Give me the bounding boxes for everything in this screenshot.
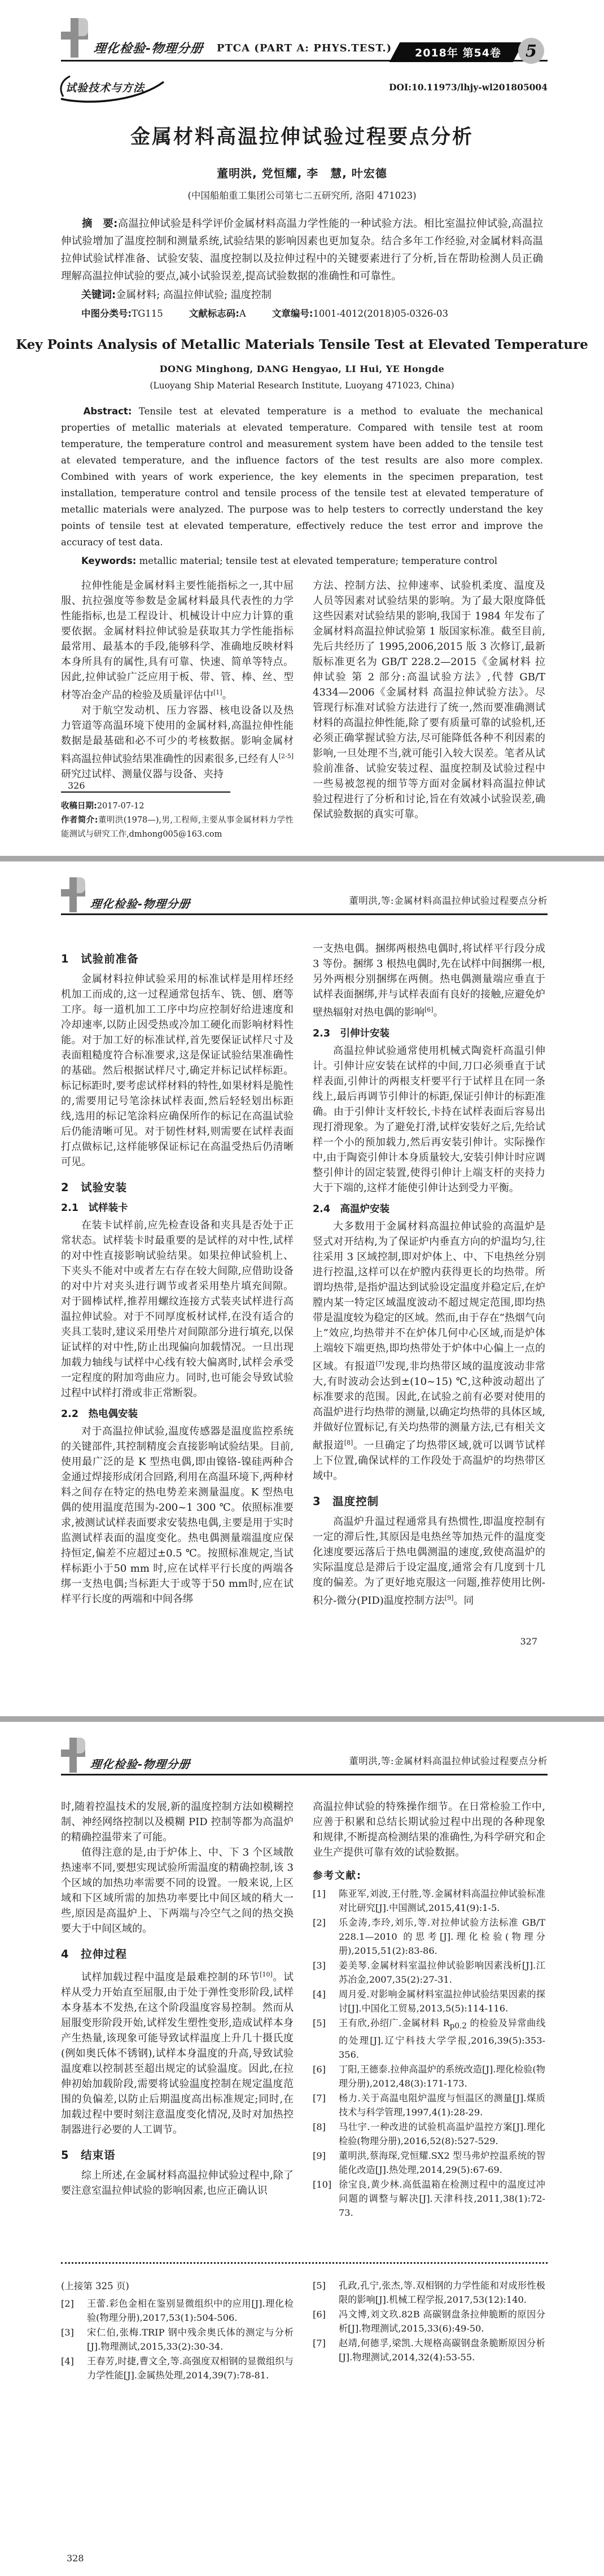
paragraph: 对于高温拉伸试验,温度传感器是温度监控系统的关键部件,其控制精度会直接影响试验结果。目前,使用最广泛的是 K 型热电偶,即由镍铬-镍硅两种合金通过焊接形成闭合回路,利用在高温环境下,两种材料之间存在特定的热电势差来测量温度。K 型热电偶的使用温度范围为-200~1 300 ℃。依照标准要求,被测试试样表面要求安装热电偶,主要是用于实时监测试样表面的温度变化。热电偶测量端温度应保持恒定,偏差不应超过±0.5 ℃。按照标准规定,当试样标距小于50 mm 时,应在试样平行长度的两端各绑一支热电偶;当标距大于或等于50 mm时,应在试样平行长度的两端和中间各绑 [61, 1425, 294, 1605]
doi-text: DOI:10.11973/lhjy-wl201805004 [389, 82, 548, 93]
doc-code-field: 文献标志码:A [189, 308, 246, 319]
references-heading: 参考文献: [313, 1870, 362, 1882]
reference-text: 丁阳,王德泰.拉伸高温炉的系统改造[J].理化检验(物理分册),2012,48(3):171-173. [339, 2064, 545, 2089]
footnote [61, 788, 294, 842]
reference-number: [4] [313, 1989, 326, 2000]
page2-right-text [313, 941, 545, 1608]
journal-name-en: PTCA (PART A: PHYS.TEST.) [216, 42, 392, 54]
article-title-en: Key Points Analysis of Metallic Materials Tensile Test at Elevated Temperature [16, 337, 588, 352]
page3-left-column [61, 1799, 294, 2255]
reference-number: [3] [61, 2327, 74, 2338]
reference-item [61, 2297, 294, 2325]
page3-right-column [313, 1799, 545, 2255]
page-3 [0, 1722, 604, 2576]
keywords-text-en: metallic material; tensile test at elevated temperature; temperature control [139, 556, 498, 566]
page2-right-column [313, 941, 545, 1608]
reference-item [313, 2062, 545, 2090]
paragraph: 试样加载过程中温度是最难控制的环节[10]。试样从受力开始直至屈服,由于处于弹性变形阶段,试样本身基本不发热,在这个阶段温度容易控制。然而从屈服变形阶段开始,试样发生塑性变形,造成试样本身产生热量,该现象可能导致试样温度上升几十摄氏度(例如奥氏体不锈钢),试样本身温度的升高,导致试验温度难以控制甚至超出规定的试验温度。因此,在拉伸初始加载阶段,需要将试验温度控制在规定温度范围的负偏差,以防止后期温度高出标准规定;同时,在加载过程中要时刻注意温度变化情况,及时对加热控制器进行必要的人工调节。 [61, 1971, 294, 2136]
subsection-heading: 2.1 试样装卡 [61, 1202, 128, 1214]
article-id-field: 文章编号:1001-4012(2018)05-0326-03 [272, 308, 448, 319]
reference-item [313, 2149, 545, 2177]
abstract-text-en: Tensile test at elevated temperature is a method to evaluate the mechanical properties of metallic materials at elevated temperature. Compared with tensile test at room temperature, the temperature control and measurement system have been added to the tensile test at elevated temperature, and the influence factors of the test results are also more complex. Combined with years of work experience, the key elements in the specimen preparation, test installation, temperature control and tensile process of the tensile test at elevated temperature of metallic materials were analyzed. The purpose was to help testers to correctly understand the key points of tensile test at elevated temperature, effectively reduce the test error and improve the accuracy of test data. [61, 406, 543, 548]
page-separator [0, 856, 604, 861]
paragraph: 方法、控制方法、拉伸速率、试验机柔度、温度及人员等因素对试验结果的影响。为了最大限度降低这些因素对试验结果的影响,我国于 1984 年发布了金属材料高温拉伸试验第 1 版国家标准。截至目前,先后共经历了 1995,2006,2015 版 3 次修订,最新版标准更名为 GB/T 228.2—2015《金属材料 拉伸试验 第 2 部分:高温试验方法》,代替 GB/T 4334—2006《金属材料 高温拉伸试验方法》。尽管现行标准对试验方法进行了统一,然而要准确测试材料的高温拉伸性能,除了要有质量可靠的试验机,还必须正确掌握试验方法,尽可能降低各种不利因素的影响,一旦处理不当,就可能引入较大误差。笔者从试验前准备、试验安装过程、温度控制及试验过程中一些易被忽视的细节等方面对金属材料高温拉伸试验过程进行了分析和讨论,旨在有效减小试验误差,确保试验数据的真实可靠。 [313, 580, 545, 820]
reference-number: [4] [61, 2356, 74, 2367]
reference-item [313, 2278, 545, 2307]
reference-item [313, 2336, 545, 2364]
page3-left-text [61, 1799, 294, 2198]
authors-cn: 董明洪, 党恒耀, 李 慧, 叶宏德 [217, 167, 387, 180]
reference-number: [2] [313, 1917, 326, 1928]
reference-item [313, 2177, 545, 2220]
reference-item [313, 1987, 545, 2015]
reference-text: 王春芳,时捷,曹文全,等.高强度双相钢的显微组织与力学性能[J].金属热处理,2014,39(7):78-81. [87, 2356, 294, 2381]
page2-left-text [61, 950, 294, 1607]
abstract-label-en: Abstract: [83, 406, 132, 417]
paragraph: 高温拉伸试验的特殊操作细节。在日常检验工作中,应善于积累和总结长期试验过程中出现的各种现象和规律,不断提高检测结果的准确性,为科学研究和企业生产提供可靠有效的试验数据。 [313, 1801, 545, 1858]
page1-right-text [313, 578, 545, 822]
running-header [61, 861, 548, 915]
page1-left-column [61, 578, 294, 856]
journal-logo [61, 877, 190, 912]
page-number: 326 [68, 780, 85, 791]
paragraph: 大多数用于金属材料高温拉伸试验的高温炉是竖式对开结构,为了保证炉内垂直方向的炉温均匀,往往采用 3 区域控制,即对炉体上、中、下电热丝分别进行控温,这样可以在炉膛内获得更长的均热带。所谓均热带,是指炉温达到试验设定温度并稳定后,在炉膛内某一特定区域温度波动不超过规定范围,即均热带是温度较为稳定的区域。然而,由于存在“热烟气向上”效应,均热带并不在炉体几何中心区域,而是炉体上端较下端更热,即均热带处于炉体中心偏上一点的区域。有报道[7]发现,非均热带区域的温度波动非常大,有时波动会达到±(10~15) ℃,这种波动超出了标准要求的范围。因此,在试验之前有必要对使用的高温炉进行均热带的测量,以确定均热带的具体区域,并做好位置标记,有关均热带的测量方法,已有相关文献报道[8]。一旦确定了均热带区域,就可以调节试样上下位置,确保试样的工作段处于高温炉的均热带区域中。 [313, 1221, 545, 1482]
reference-number: [1] [313, 1888, 326, 1899]
decorative-separator [61, 2262, 548, 2265]
abstract-en [61, 403, 543, 550]
article-title-cn: 金属材料高温拉伸试验过程要点分析 [130, 126, 474, 148]
reference-item [61, 2325, 294, 2354]
page2-columns [61, 941, 548, 1608]
page1-right-column [313, 578, 545, 856]
keywords-cn [81, 287, 543, 304]
subsection-heading: 2.2 热电偶安装 [61, 1409, 138, 1420]
reference-number: [2] [61, 2298, 74, 2309]
section-heading: 2 试验安装 [61, 1181, 128, 1194]
keywords-label-en: Keywords: [81, 556, 137, 566]
reference-text: 赵靖,何德孚,梁凯.大规格高碳钢盘条脆断原因分析[J].物理测试,2014,32(4):53-55. [339, 2338, 545, 2363]
section-heading: 1 试验前准备 [61, 952, 139, 965]
journal-name-cn: 理化检验-物理分册 [89, 1757, 191, 1771]
page-1 [0, 0, 604, 856]
reference-text: 孔政,孔宁,张杰,等.双相钢的力学性能和对成形性极限的影响[J].机械工程学报,2017,53(12):140. [339, 2280, 545, 2305]
paragraph: 高温拉伸试验通常使用机械式陶瓷杆高温引伸计。引伸计应安装在试样的中间,刀口必须垂直于试样表面,引伸计的两根支杆要平行于试样且在同一条线上,最后再调节引伸计的标距,保证引伸计的标距准确。由于引伸计支杆较长,卡持在试样表面后容易出现打滑现象。为了避免打滑,试样安装好之后,先给试样一个小的预加载力,然后再安装引伸计。实际操作中,由于陶瓷引伸计本身质量较大,安装引伸计时应调整引伸计的固定装置,使得引伸计上端支杆的夹持力大于下端的,这样才能使引伸计达到受力平衡。 [313, 1045, 545, 1194]
keywords-en [81, 553, 543, 569]
reference-number: [6] [313, 2064, 326, 2075]
issue-banner [395, 41, 537, 62]
reference-text: 宋仁伯,张梅.TRIP 钢中残余奥氏体的测定与分析[J].物理测试,2015,33(2):30-34. [87, 2327, 294, 2352]
reference-item [313, 2307, 545, 2336]
reference-number: [7] [313, 2338, 326, 2348]
reference-item [313, 2120, 545, 2148]
reference-item [313, 1915, 545, 1958]
page3-columns [61, 1799, 548, 2255]
page3-right-text [313, 1799, 545, 2220]
reference-number: [5] [313, 2018, 326, 2028]
reference-item [313, 2091, 545, 2119]
section-heading: 4 拉伸过程 [61, 1948, 128, 1961]
reference-number: [10] [313, 2179, 332, 2190]
column-doi-row [61, 75, 548, 108]
continued-references [61, 2278, 548, 2383]
reference-text: 徐宝良,黄少林.高低温箱在检测过程中的温度过冲问题的调整与解决[J].天津科技,2011,38(1):72-73. [339, 2179, 545, 2219]
reference-text: 马壮宇.一种改进的试验机高温炉温控方案[J].理化检验(物理分册),2016,52(8):527-529. [339, 2122, 545, 2147]
subsection-heading: 2.4 高温炉安装 [313, 1204, 390, 1215]
continued-left-column [61, 2278, 294, 2383]
reference-item [313, 2016, 545, 2062]
reference-item [313, 1887, 545, 1915]
journal-logo-icon [61, 1738, 86, 1773]
page1-left-text [61, 578, 294, 782]
continued-right-column [313, 2278, 545, 2383]
continued-left-text [61, 2278, 294, 2382]
classification-row [81, 305, 543, 322]
paragraph: 拉伸性能是金属材料主要性能指标之一,其中屈服、抗拉强度等参数是金属材料最具代表性的力学性能指标,也是工程设计、机械设计中应力计算的重要依据。金属材料拉伸试验是获取其力学性能指标最常用、最基本的手段,能够科学、准确地反映材料本身所具有的属性,具有可靠、快速、简单等特点。因此,拉伸试验广泛应用于板、带、管、棒、丝、型材等冶金产品的检验及质量评估中[1]。 [61, 580, 294, 701]
reference-item [61, 2354, 294, 2382]
continued-right-text [313, 2278, 545, 2364]
paragraph: 值得注意的是,由于炉体上、中、下 3 个区域散热速率不同,要想实现试验所需温度的精确控制,该 3 个区域的加热功率需要不同的设置。一般来说,上区域和下区域所需的加热功率要比中间区域的稍大一些,原因是高温炉上、下两端与冷空气之间的热交换要大于中间区域的。 [61, 1847, 294, 1935]
paragraph: 对于航空发动机、压力容器、核电设备以及热力管道等高温环境下使用的金属材料,高温拉伸性能数据是最基础和必不可少的考核数据。影响金属材料高温拉伸试验结果准确性的因素很多,已经有人[2-5]研究过试样、测量仪器与设备、夹持 [61, 705, 294, 780]
page-number: 327 [520, 1636, 537, 1647]
reference-text: 陈亚军,刘波,王付胜,等.金属材料高温拉伸试验标准对比研究[J].中国测试,2015,41(9):1-5. [339, 1888, 545, 1913]
received-date: 收稿日期:2017-07-12 [61, 802, 145, 811]
reference-number: [5] [313, 2280, 326, 2291]
column-badge [61, 76, 168, 106]
paragraph: 综上所述,在金属材料高温拉伸试验过程中,除了要注意室温拉伸试验的影响因素,也应正确认识 [61, 2170, 294, 2197]
reference-item [313, 1958, 545, 1987]
authors-en: DONG Minghong, DANG Hengyao, LI Hui, YE Hongde [159, 364, 445, 374]
issue-number-badge: 5 [518, 38, 544, 64]
clc-field: 中图分类号:TG115 [81, 308, 163, 319]
subsection-heading: 2.3 引伸计安装 [313, 1028, 390, 1039]
author-bio: 作者简介:董明洪(1978—),男,工程师,主要从事金属材料力学性能测试与研究工作,dmhong005@163.com [61, 816, 294, 839]
page-2 [0, 861, 604, 1716]
paragraph: 时,随着控温技术的发展,新的温度控制方法如模糊控制、神经网络控制以及模糊 PID 控制等都为高温炉的精确控温带来了可能。 [61, 1801, 294, 1843]
running-header [61, 1722, 548, 1775]
page1-columns [61, 578, 548, 856]
page-number: 328 [67, 2553, 84, 2564]
column-badge-label: 试验技术与方法 [65, 82, 145, 94]
paragraph: 高温炉升温过程通常具有热惯性,即温度控制有一定的滞后性,其原因是电热丝等加热元件的温度变化速度要远落后于热电偶测温的速度,致使高温炉的实际温度总是滞后于设定温度,通常会有几度到十几度的偏差。为了更好地克服这一问题,推荐使用比例-积分-微分(PID)温度控制方法[9]。同 [313, 1516, 545, 1607]
affiliation-en: (Luoyang Ship Material Research Institute, Luoyang 471023, China) [150, 381, 454, 391]
journal-name-cn: 理化检验-物理分册 [93, 42, 204, 56]
journal-name-cn: 理化检验-物理分册 [89, 897, 191, 911]
footnote-rule [61, 791, 230, 793]
reference-number: [6] [313, 2309, 326, 2320]
journal-logo-icon [61, 877, 86, 912]
keywords-label-cn: 关键词: [81, 289, 116, 301]
reference-text: 周月爱.对影响金属材料室温拉伸试验结果因素的探讨[J].中国化工贸易,2013,5(5):114-116. [339, 1989, 545, 2014]
reference-number: [8] [313, 2122, 326, 2133]
reference-text: 董明洪,蔡海琛,党恒耀.SX2 型马弗炉控温系统的智能化改造[J].热处理,2014,29(5):67-69. [339, 2150, 545, 2176]
continued-from-note: (上接第 325 页) [61, 2281, 129, 2291]
reference-text: 王有欣,孙绍广.金属材料 $R_{p0.2}$ 的检验及异常曲线的处理[J].辽宁科技大学学报,2016,39(5):353-356. [339, 2018, 545, 2061]
journal-logo [61, 1738, 190, 1773]
abstract-cn [61, 215, 543, 285]
abstract-label-cn: 摘 要: [82, 218, 118, 230]
issue-year-volume: 2018年 第54卷 [415, 47, 501, 59]
keywords-text-cn: 金属材料; 高温拉伸试验; 温度控制 [116, 289, 272, 301]
reference-text: 冯文博,刘文玖.82B 高碳钢盘条拉伸脆断的原因分析[J].物理测试,2015,33(6):49-50. [339, 2309, 545, 2334]
running-head-title: 董明洪,等:金属材料高温拉伸试验过程要点分析 [349, 895, 548, 906]
section-heading: 3 温度控制 [313, 1495, 379, 1508]
paragraph: 在装卡试样前,应先检查设备和夹具是否处于正常状态。试样装卡时最重要的是试样的对中性,试样的对中性直接影响试验结果。如果拉伸试验机上、下夹头不能对中或者左右存在较大间隙,应借助设备的对中片对夹头进行调节或者采用垫片填充间隙。对于圆棒试样,推荐用螺纹连接方式装夹试样进行高温拉伸试验。对于不同厚度板材试样,在没有适合的夹具工装时,建议采用垫片对间隙部分进行填充,以保证试样的对中性,防止出现偏向加载情况。一旦出现加载力轴线与试样中心线有较大偏离时,试样会承受一定程度的附加弯曲应力。同时,也可能会导致试验过程中试样打滑或非正常断裂。 [61, 1219, 294, 1399]
reference-number: [3] [313, 1960, 326, 1971]
abstract-text-cn: 高温拉伸试验是科学评价金属材料高温力学性能的一种试验方法。相比室温拉伸试验,高温拉伸试验增加了温度控制和测量系统,试验结果的影响因素也更加复杂。结合多年工作经验,对金属材料高温拉伸试验试样准备、试验安装、温度控制以及拉伸过程中的关键要素进行了分析,旨在帮助检测人员正确理解高温拉伸试验的要点,减小试验误差,提高试验数据的准确性和可靠性。 [61, 218, 543, 282]
journal-masthead [61, 0, 548, 62]
paragraph: 一支热电偶。捆绑两根热电偶时,将试样平行段分成 3 等份。捆绑 3 根热电偶时,先在试样中间捆绑一根,另外两根分别捆绑在两侧。热电偶测量端应垂直于试样表面捆绑,并与试样表面有良好的接触,应避免炉壁热辐射对热电偶的影响[6]。 [313, 943, 545, 1018]
reference-text: 王蕾.彩色金相在鉴别显微组织中的应用[J].理化检验(物理分册),2017,53(1):504-506. [87, 2298, 294, 2323]
page2-left-column [61, 941, 294, 1608]
reference-text: 杨力.关于高温电阻炉温度与恒温区的测量[J].煤质技术与科学管理,1997,4(1):28-29. [339, 2093, 545, 2118]
paragraph: 金属材料拉伸试验采用的标准试样是用样坯经机加工而成的,这一过程通常包括车、铣、刨、磨等工序。每一道机加工工序中均应控制好给进速度和冷却速率,以防止因受热或冷加工硬化而影响材料性能。对于加工好的标准试样,首先要保证试样尺寸及表面粗糙度符合标准要求,这是保证试验结果准确性的基础。然后根据试样尺寸,确定并标记试样标距。标记标距时,要考虑试样材料的特性,如果材料是脆性的,需要用记号笔涂抹试样表面,然后轻轻划出标距线,选用的标记笔涂料应确保所作的标记在高温试验后仍能清晰可见。对于韧性材料,则需要在试样表面打点做标记,这样能够保证标记在高温受热后仍清晰可见。 [61, 973, 294, 1168]
reference-text: 乐金涛,李玲,刘乐,等.对拉伸试验方法标准 GB/T 228.1—2010 的思考[J].理化检验(物理分册),2015,51(2):83-86. [339, 1917, 545, 1956]
section-heading: 5 结束语 [61, 2149, 116, 2162]
reference-number: [9] [313, 2150, 326, 2162]
running-head-title: 董明洪,等:金属材料高温拉伸试验过程要点分析 [349, 1756, 548, 1766]
page-separator [0, 1716, 604, 1722]
affiliation-cn: (中国船舶重工集团公司第七二五研究所, 洛阳 471023) [187, 190, 417, 201]
reference-text: 姜美琴.金属材料室温拉伸试验影响因素浅析[J].江苏冶金,2007,35(2):27-31. [339, 1960, 545, 1985]
reference-number: [7] [313, 2093, 326, 2104]
